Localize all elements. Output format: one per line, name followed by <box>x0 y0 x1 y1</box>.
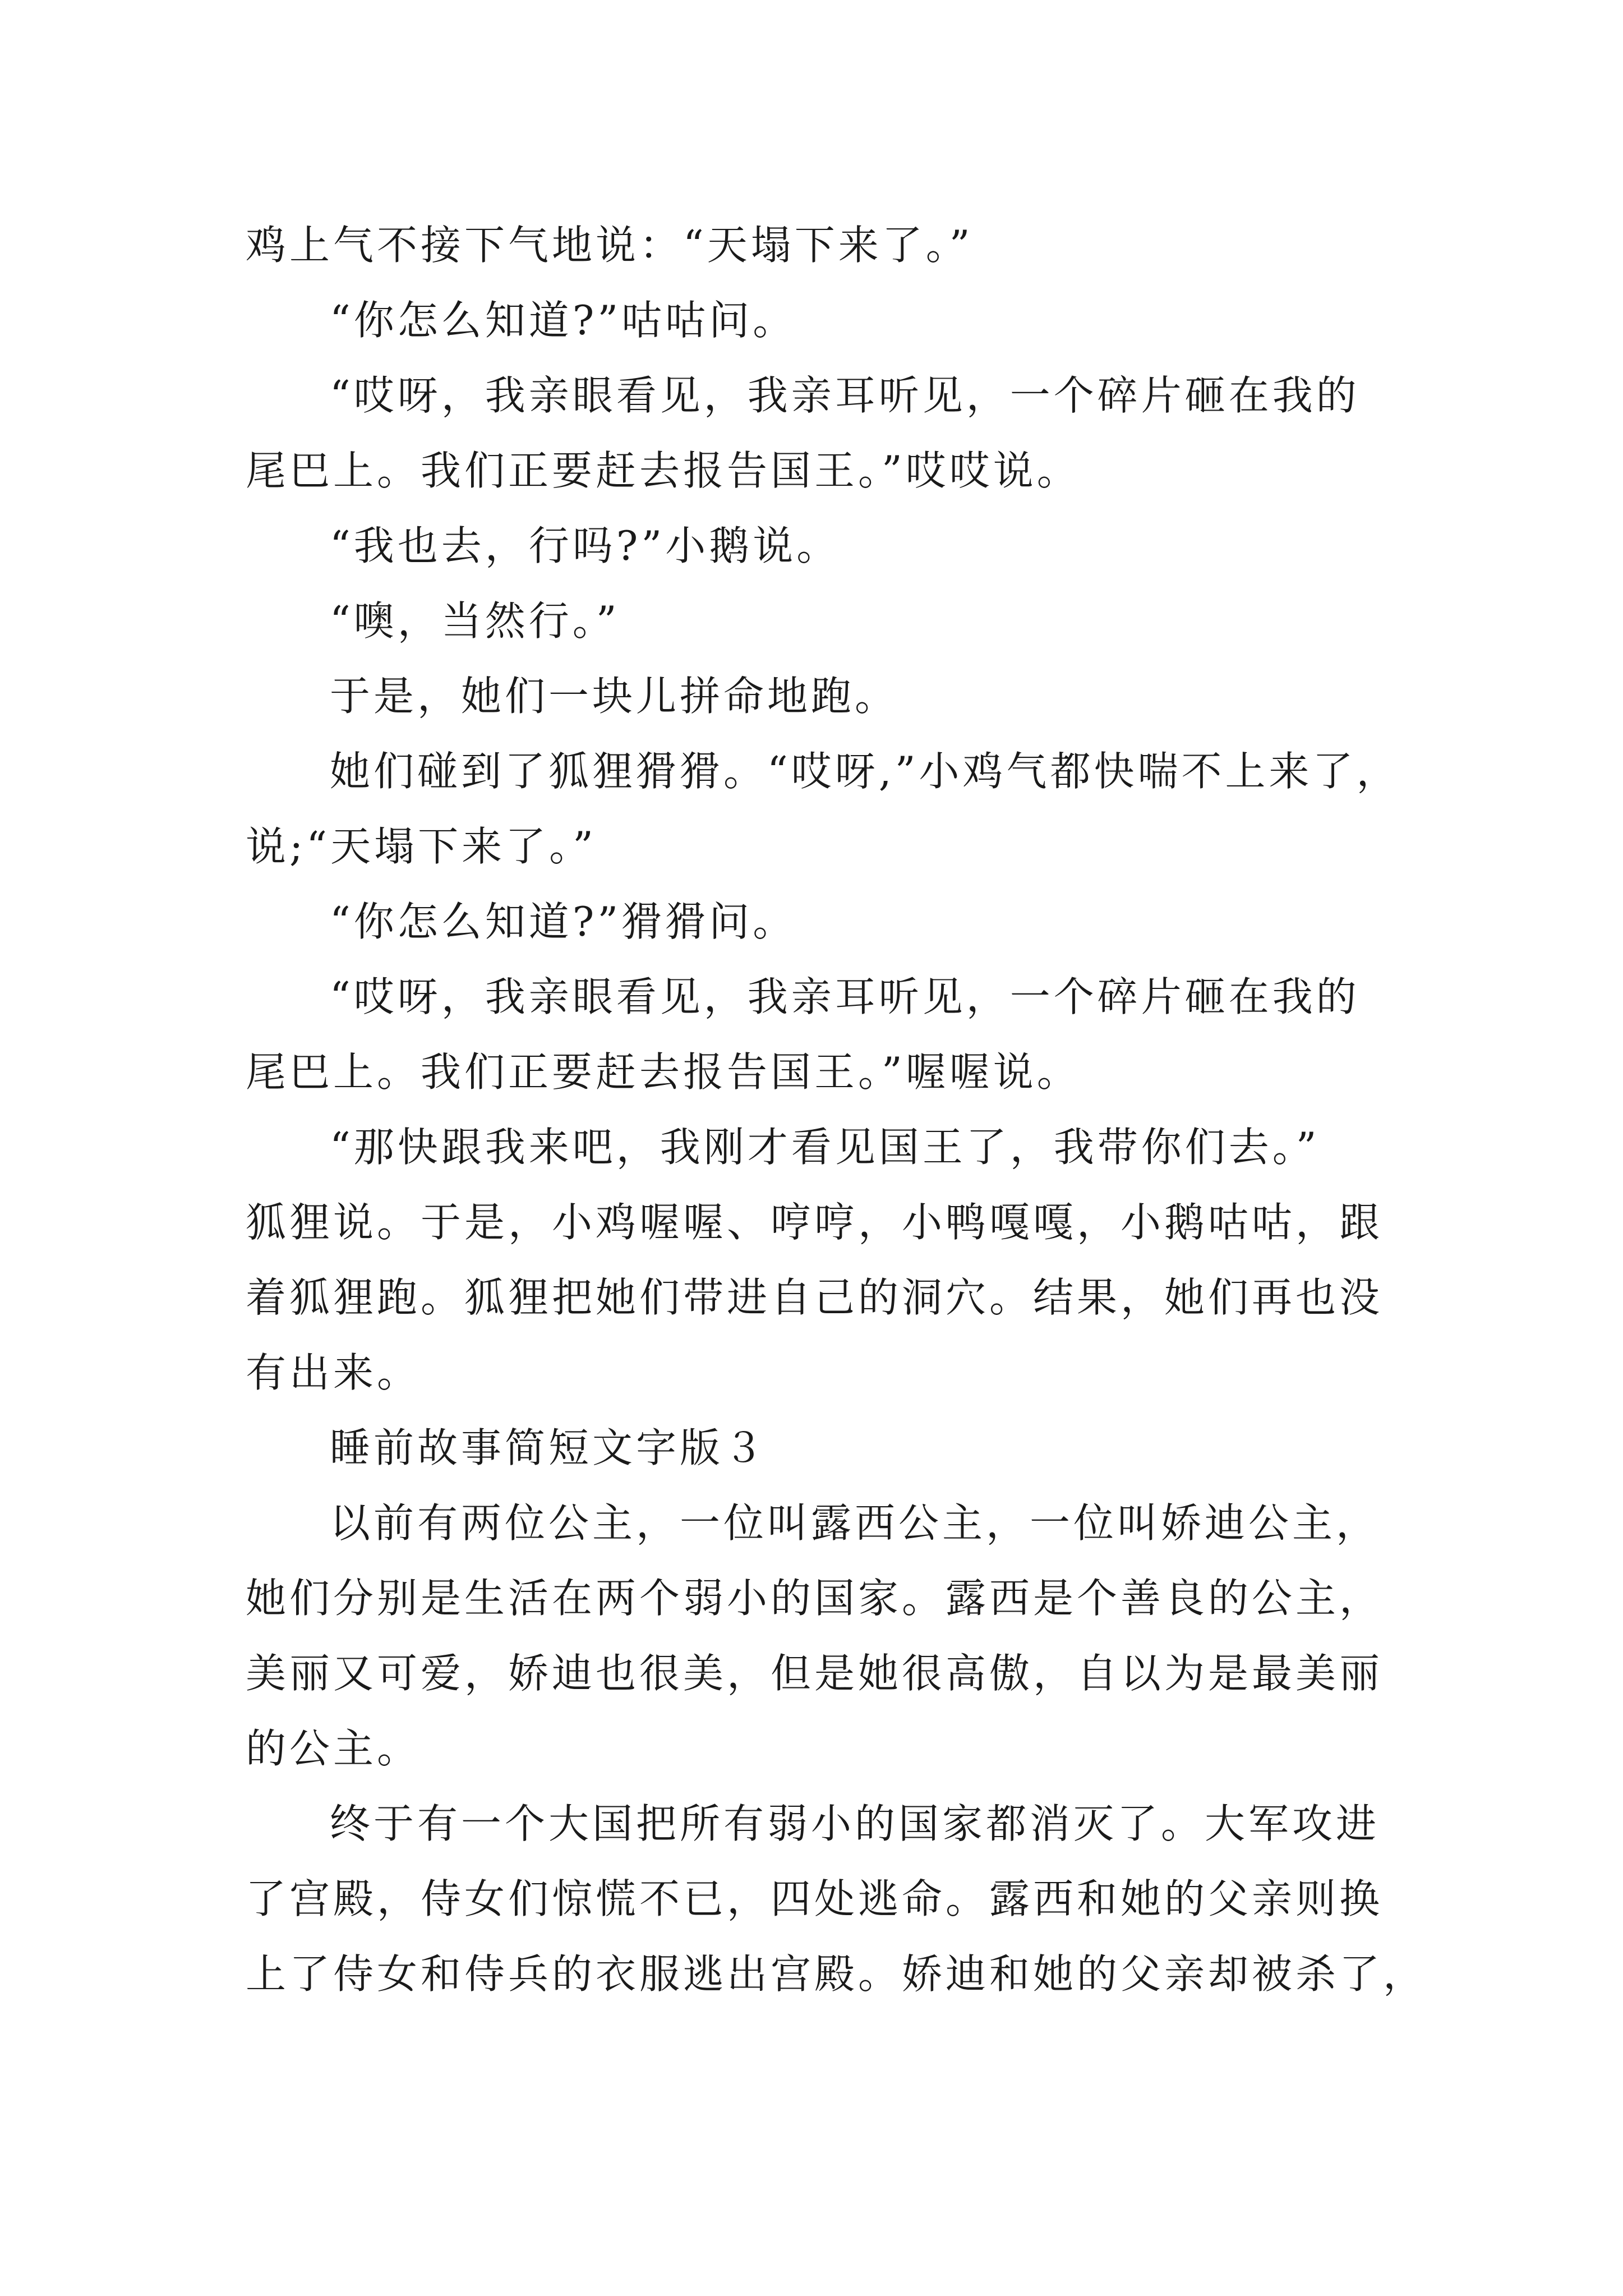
text-line: 终于有一个大国把所有弱小的国家都消灭了。大军攻进 <box>330 1800 1380 1847</box>
text-line: 她们分别是生活在两个弱小的国家。露西是个善良的公主， <box>246 1575 1384 1622</box>
text-line: 上了侍女和侍兵的衣服逃出宫殿。娇迪和她的父亲却被杀了， <box>246 1950 1427 1998</box>
text-line: 美丽又可爱，娇迪也很美，但是她很高傲，自以为是最美丽 <box>246 1650 1384 1697</box>
text-line: 鸡上气不接下气地说：“天塌下来了。” <box>246 222 974 269</box>
text-line: 的公主。 <box>246 1725 421 1772</box>
text-line: 着狐狸跑。狐狸把她们带进自己的洞穴。结果，她们再也没 <box>246 1274 1384 1321</box>
section-heading: 睡前故事简短文字版３ <box>330 1424 768 1471</box>
text-line: 有出来。 <box>246 1349 421 1396</box>
text-line: 尾巴上。我们正要赶去报告国王。”喔喔说。 <box>246 1048 1081 1096</box>
text-line: 了宫殿，侍女们惊慌不已，四处逃命。露西和她的父亲则换 <box>246 1875 1384 1922</box>
text-line: “你怎么知道?”猾猾问。 <box>330 898 797 945</box>
text-line: 尾巴上。我们正要赶去报告国王。”哎哎说。 <box>246 447 1081 494</box>
text-line: 狐狸说。于是，小鸡喔喔、哼哼，小鸭嘎嘎，小鹅咕咕，跟 <box>246 1199 1384 1246</box>
text-line: “我也去，行吗?”小鹅说。 <box>330 522 841 569</box>
text-line: “哎呀，我亲眼看见，我亲耳听见，一个碎片砸在我的 <box>330 372 1360 419</box>
text-line: “噢，当然行。” <box>330 597 620 645</box>
text-line: 说;“天塌下来了。” <box>246 823 597 870</box>
text-line: “你怎么知道?”咕咕问。 <box>330 297 797 344</box>
text-line: 她们碰到了狐狸猾猾。“哎呀,”小鸡气都快喘不上来了， <box>330 748 1400 795</box>
text-line: “那快跟我来吧，我刚才看见国王了，我带你们去。” <box>330 1124 1320 1171</box>
text-line: 于是，她们一块儿拼命地跑。 <box>330 673 899 720</box>
text-line: 以前有两位公主，一位叫露西公主，一位叫娇迪公主， <box>330 1499 1380 1547</box>
text-line: “哎呀，我亲眼看见，我亲耳听见，一个碎片砸在我的 <box>330 973 1360 1020</box>
document-body <box>246 208 1427 2012</box>
